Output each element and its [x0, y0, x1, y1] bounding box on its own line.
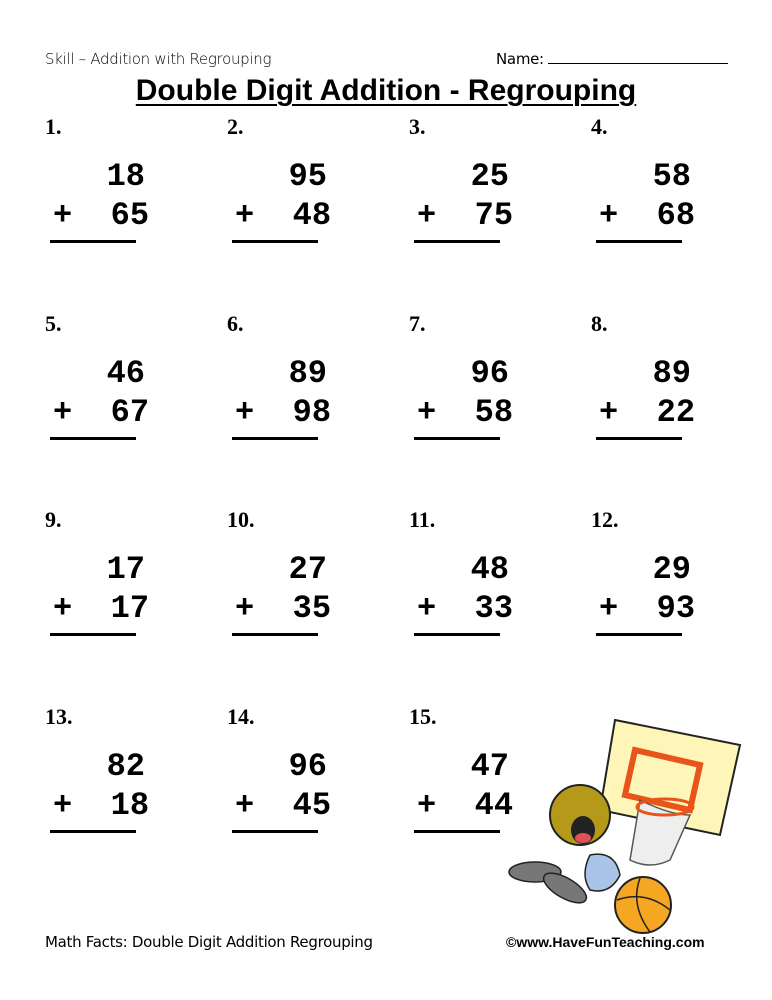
- addend-top: 89: [652, 354, 691, 392]
- addend-top: 46: [106, 354, 145, 392]
- problem-number: 2.: [227, 114, 244, 139]
- plus-sign: +: [417, 786, 437, 824]
- problem-5: [45, 310, 150, 451]
- problem-14: [227, 703, 332, 844]
- addend-bottom: [417, 393, 514, 431]
- addend-top: 89: [288, 354, 327, 392]
- plus-sign: +: [53, 786, 73, 824]
- skill-label: Skill – Addition with Regrouping: [45, 50, 272, 68]
- name-blank-line[interactable]: [548, 51, 728, 64]
- problem-number: 7.: [409, 310, 426, 336]
- addend-top: 18: [106, 158, 145, 195]
- addend-bottom-value: 67: [110, 393, 150, 431]
- plus-sign: +: [599, 197, 619, 234]
- problem-4: [591, 114, 696, 254]
- problem-number: 15.: [409, 703, 437, 729]
- plus-sign: +: [417, 197, 437, 234]
- addend-top: 17: [106, 551, 145, 588]
- problem-12: [591, 507, 696, 647]
- answer-line[interactable]: [596, 240, 682, 243]
- addend-bottom: [53, 590, 150, 627]
- name-field[interactable]: [496, 50, 728, 68]
- problem-11: [409, 507, 514, 647]
- addend-bottom-value: 48: [292, 197, 332, 234]
- addend-bottom-value: 45: [292, 786, 332, 824]
- problem-number: 3.: [409, 114, 426, 139]
- addend-bottom: [235, 197, 332, 234]
- addend-bottom: [599, 590, 696, 627]
- addend-bottom: [53, 786, 150, 824]
- answer-line[interactable]: [50, 240, 136, 243]
- answer-line[interactable]: [232, 240, 318, 243]
- answer-line[interactable]: [596, 437, 682, 440]
- problem-10: [227, 507, 332, 647]
- addend-bottom: [417, 197, 514, 234]
- name-label: Name:: [496, 50, 544, 68]
- answer-line[interactable]: [50, 830, 136, 833]
- problem-1: [45, 114, 150, 254]
- plus-sign: +: [235, 197, 255, 234]
- problem-number: 8.: [591, 310, 608, 336]
- addend-bottom-value: 22: [656, 393, 696, 431]
- addend-top: 58: [652, 158, 691, 195]
- problem-3: [409, 114, 514, 254]
- plus-sign: +: [235, 393, 255, 431]
- answer-line[interactable]: [232, 633, 318, 636]
- problem-number: 9.: [45, 507, 62, 532]
- problem-number: 1.: [45, 114, 62, 139]
- addend-top: 47: [470, 747, 509, 785]
- problem-7: [409, 310, 514, 451]
- plus-sign: +: [53, 590, 73, 627]
- plus-sign: +: [599, 590, 619, 627]
- plus-sign: +: [235, 590, 255, 627]
- addend-bottom: [599, 197, 696, 234]
- page-title: Double Digit Addition - Regrouping: [135, 74, 637, 107]
- plus-sign: +: [53, 393, 73, 431]
- problem-9: [45, 507, 150, 647]
- addend-bottom-value: 93: [656, 590, 696, 627]
- addend-bottom: [53, 393, 150, 431]
- addend-bottom-value: 75: [474, 197, 514, 234]
- plus-sign: +: [235, 786, 255, 824]
- addend-bottom-value: 65: [110, 197, 150, 234]
- plus-sign: +: [599, 393, 619, 431]
- basketball-player-clipart: [505, 710, 750, 935]
- problem-number: 4.: [591, 114, 608, 139]
- addend-bottom-value: 17: [110, 590, 150, 627]
- problem-number: 13.: [45, 703, 73, 729]
- problem-number: 6.: [227, 310, 244, 336]
- answer-line[interactable]: [50, 437, 136, 440]
- answer-line[interactable]: [232, 437, 318, 440]
- answer-line[interactable]: [596, 633, 682, 636]
- plus-sign: +: [417, 590, 437, 627]
- problem-6: [227, 310, 332, 451]
- problem-number: 12.: [591, 507, 619, 532]
- addend-top: 48: [470, 551, 509, 588]
- footer-copyright: ©www.HaveFunTeaching.com: [506, 934, 705, 950]
- addend-bottom: [235, 786, 332, 824]
- answer-line[interactable]: [414, 437, 500, 440]
- answer-line[interactable]: [414, 830, 500, 833]
- problem-number: 11.: [409, 507, 436, 532]
- addend-top: 95: [288, 158, 327, 195]
- plus-sign: +: [53, 197, 73, 234]
- addend-top: 96: [288, 747, 327, 785]
- footer-math-facts: Math Facts: Double Digit Addition Regrouping: [45, 933, 373, 951]
- addend-bottom: [53, 197, 150, 234]
- problem-2: [227, 114, 332, 254]
- addend-bottom-value: 18: [110, 786, 150, 824]
- addend-bottom-value: 98: [292, 393, 332, 431]
- answer-line[interactable]: [50, 633, 136, 636]
- problem-number: 14.: [227, 703, 255, 729]
- addend-top: 29: [652, 551, 691, 588]
- addend-top: 25: [470, 158, 509, 195]
- addend-bottom-value: 35: [292, 590, 332, 627]
- addend-top: 27: [288, 551, 327, 588]
- addend-bottom-value: 33: [474, 590, 514, 627]
- problem-number: 5.: [45, 310, 62, 336]
- problem-8: [591, 310, 696, 451]
- problem-13: [45, 703, 150, 844]
- addend-bottom: [417, 786, 514, 824]
- answer-line[interactable]: [414, 633, 500, 636]
- addend-bottom: [235, 393, 332, 431]
- answer-line[interactable]: [232, 830, 318, 833]
- addend-bottom-value: 58: [474, 393, 514, 431]
- addend-bottom-value: 44: [474, 786, 514, 824]
- addend-bottom: [235, 590, 332, 627]
- addend-bottom: [417, 590, 514, 627]
- problem-number: 10.: [227, 507, 255, 532]
- plus-sign: +: [417, 393, 437, 431]
- addend-bottom-value: 68: [656, 197, 696, 234]
- answer-line[interactable]: [414, 240, 500, 243]
- addend-bottom: [599, 393, 696, 431]
- addend-top: 96: [470, 354, 509, 392]
- problem-15: [409, 703, 514, 844]
- addend-top: 82: [106, 747, 145, 785]
